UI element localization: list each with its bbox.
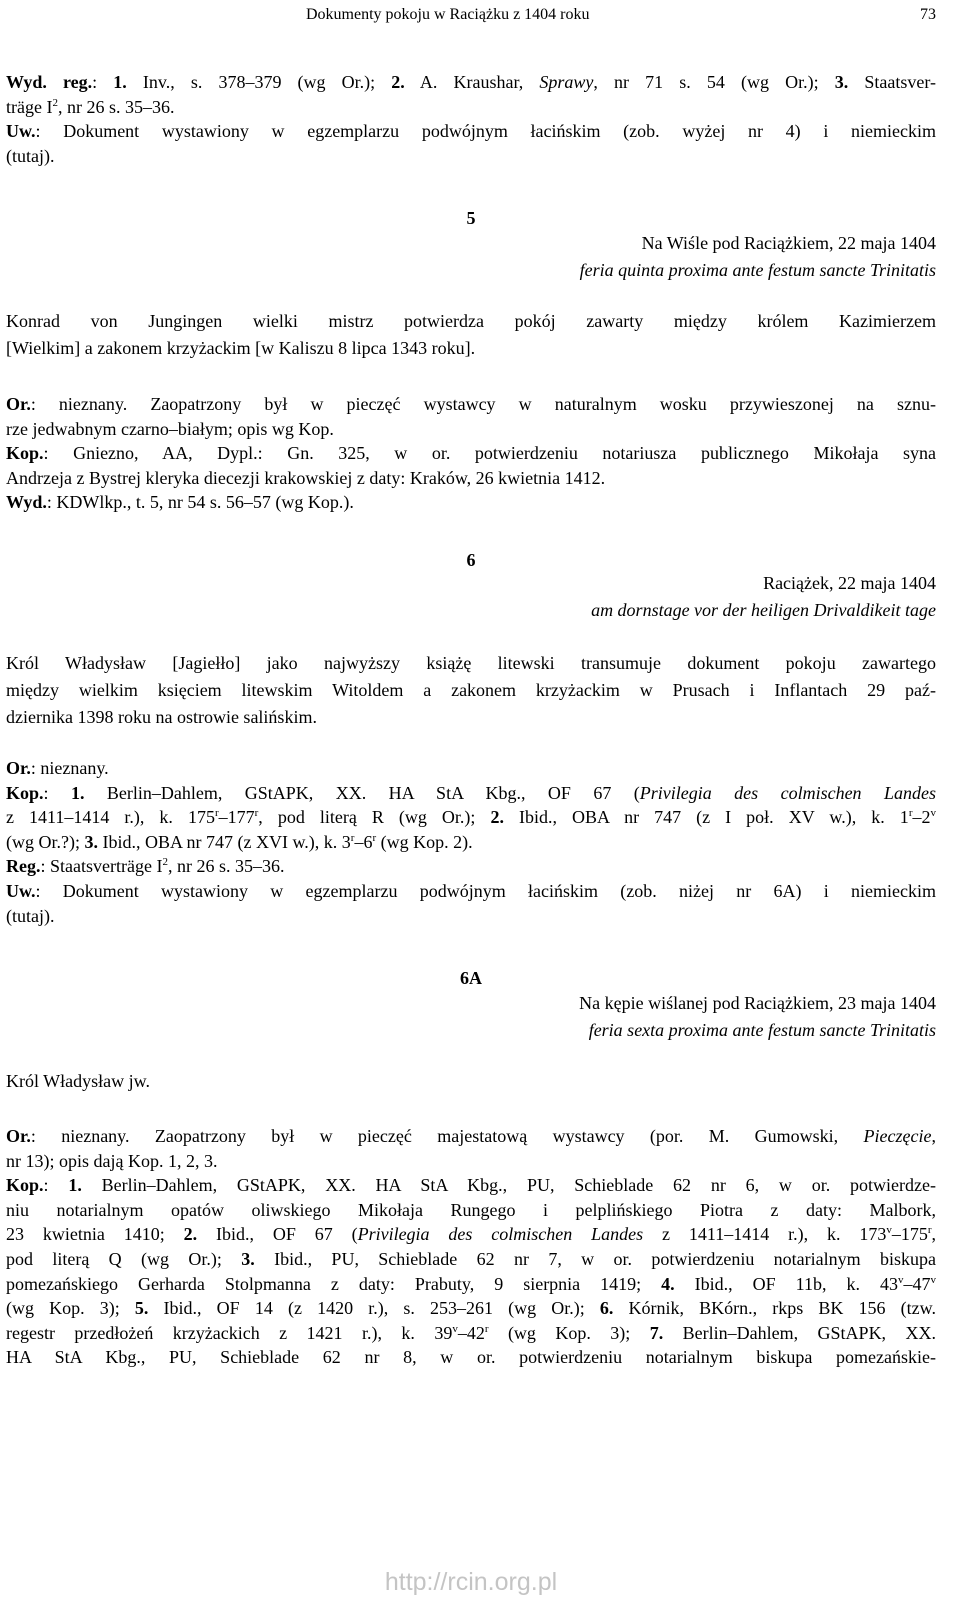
- copy-note: Kop.: 1. Berlin–Dahlem, GStAPK, XX. HA StA Kbg., PU, Schieblade 62 nr 6, w or. potwierdze-: [6, 1175, 936, 1196]
- source-watermark-url[interactable]: http://rcin.org.pl: [384, 1568, 558, 1596]
- edition-note: Wyd.: KDWlkp., t. 5, nr 54 s. 56–57 (wg Kop.).: [6, 492, 354, 513]
- document-heading: [580, 230, 936, 284]
- summary-line: Król Władysław [Jagiełło] jako najwyższy książę litewski transumuje dokument pokoju zawartego: [6, 653, 936, 673]
- copy-note-6: (wg Kop. 3); 5. Ibid., OF 14 (z 1420 r.), s. 253–261 (wg Or.); 6. Kórnik, BKórn., rkps BK 156 (tzw.: [6, 1298, 936, 1319]
- original-note-2: rze jedwabnym czarno–białym; opis wg Kop.: [6, 418, 334, 439]
- wyd-reg-line-2: träge $I^2$, nr 26 s. 35–36.: [6, 96, 175, 117]
- uw-note-2: (tutaj).: [6, 905, 55, 926]
- copy-note-8: HA StA Kbg., PU, Schieblade 62 nr 8, w or. potwierdzeniu notarialnym biskupa pomezańskie-: [6, 1347, 936, 1368]
- place-date: Na kępie wiślanej pod Raciążkiem, 23 maja 1404: [579, 993, 936, 1013]
- original-note-2: nr 13); opis dają Kop. 1, 2, 3.: [6, 1150, 218, 1171]
- document-summary: [6, 650, 936, 731]
- summary-line: Konrad von Jungingen wielki mistrz potwierdza pokój zawarty między królem Kazimierzem: [6, 311, 936, 331]
- dating-formula: feria sexta proxima ante festum sancte Trinitatis: [588, 1020, 936, 1040]
- regest-note: Reg.: Staatsverträge $I^2$, nr 26 s. 35–36.: [6, 856, 285, 877]
- copy-note-3: 23 kwietnia 1410; 2. Ibid., OF 67 (Privilegia des colmischen Landes z 1411–1414 r.), k. 173$^v$–175$^r$,: [6, 1224, 936, 1245]
- page-number: 73: [920, 6, 936, 23]
- summary-line: Król Władysław jw.: [6, 1071, 150, 1091]
- place-date: Na Wiśle pod Raciążkiem, 22 maja 1404: [641, 233, 936, 253]
- document-summary: [6, 1068, 936, 1095]
- document-apparatus: [6, 756, 936, 928]
- copy-note: Kop.: 1. Berlin–Dahlem, GStAPK, XX. HA StA Kbg., OF 67 (Privilegia des colmischen Landes: [6, 782, 936, 803]
- dating-formula: am dornstage vor der heiligen Drivaldikeit tage: [591, 600, 936, 620]
- original-note: Or.: nieznany. Zaopatrzony był w pieczęć majestatową wystawcy (por. M. Gumowski, Pieczęcie,: [6, 1126, 936, 1146]
- document-number: 6A: [460, 968, 482, 988]
- summary-line: dziernika 1398 roku na ostrowie salińskim.: [6, 707, 317, 727]
- copy-note-3: (wg Or.?); 3. Ibid., OBA nr 747 (z XVI w.), k. 3$^r$–6$^r$ (wg Kop. 2).: [6, 831, 473, 852]
- summary-line: między wielkim księciem litewskim Witoldem a zakonem krzyżackim w Prusach i Inflantach 29 paź-: [6, 680, 936, 700]
- copy-note-2: z 1411–1414 r.), k. 175$^r$–177$^r$, pod literą R (wg Or.); 2. Ibid., OBA nr 747 (z I poł. XV w.), k. 1$^r$–2$^v$: [6, 807, 936, 828]
- document-apparatus: [6, 392, 936, 515]
- copy-note: Kop.: Gniezno, AA, Dypl.: Gn. 325, w or. potwierdzeniu notariusza publicznego Mikołaja syna: [6, 443, 936, 464]
- document-heading: [591, 570, 936, 624]
- previous-document-apparatus: [6, 70, 936, 168]
- copy-note-4: pod literą Q (wg Or.); 3. Ibid., PU, Schieblade 62 nr 7, w or. potwierdzeniu notarialnym biskupa: [6, 1248, 937, 1269]
- dating-formula: feria quinta proxima ante festum sancte Trinitatis: [579, 260, 936, 280]
- uw-note-2: (tutaj).: [6, 145, 55, 166]
- place-date: Raciążek, 22 maja 1404: [763, 573, 936, 593]
- copy-note-2: Andrzeja z Bystrej kleryka diecezji krakowskiej z daty: Kraków, 26 kwietnia 1412.: [6, 467, 606, 488]
- document-summary: [6, 308, 936, 362]
- copy-note-7: regestr przedłożeń krzyżackich z 1421 r.), k. 39$^v$–42$^r$ (wg Kop. 3); 7. Berlin–Dahlem, GStAPK, XX.: [6, 1322, 936, 1343]
- summary-line: [Wielkim] a zakonem krzyżackim [w Kaliszu 8 lipca 1343 roku].: [6, 338, 476, 358]
- running-title: Dokumenty pokoju w Raciążku z 1404 roku: [306, 6, 590, 23]
- original-note: Or.: nieznany. Zaopatrzony był w pieczęć wystawcy w naturalnym wosku przywieszonej na sznu-: [6, 394, 936, 414]
- document-number: 5: [466, 208, 476, 228]
- uw-note: Uw.: Dokument wystawiony w egzemplarzu podwójnym łacińskim (zob. niżej nr 6A) i niemieckim: [6, 880, 936, 901]
- copy-note-5: pomezańskiego Gerharda Stolpmanna z daty: Prabuty, 9 sierpnia 1419; 4. Ibid., OF 11b, k. 43$^v$–47$^v$: [6, 1273, 936, 1294]
- copy-note-2: niu notarialnym opatów oliwskiego Mikołaja Rungego i pelplińskiego Piotra z daty: Malbork,: [6, 1199, 936, 1220]
- document-apparatus: [6, 1124, 936, 1370]
- original-note: Or.: nieznany.: [6, 758, 109, 778]
- document-heading: [579, 990, 936, 1044]
- document-number: 6: [466, 550, 476, 570]
- uw-note: Uw.: Dokument wystawiony w egzemplarzu podwójnym łacińskim (zob. wyżej nr 4) i niemieckim: [6, 121, 936, 142]
- wyd-reg-line: Wyd. reg.: 1. Inv., s. 378–379 (wg Or.); 2. A. Kraushar, Sprawy, nr 71 s. 54 (wg Or.); 3. Staatsver-: [6, 72, 936, 92]
